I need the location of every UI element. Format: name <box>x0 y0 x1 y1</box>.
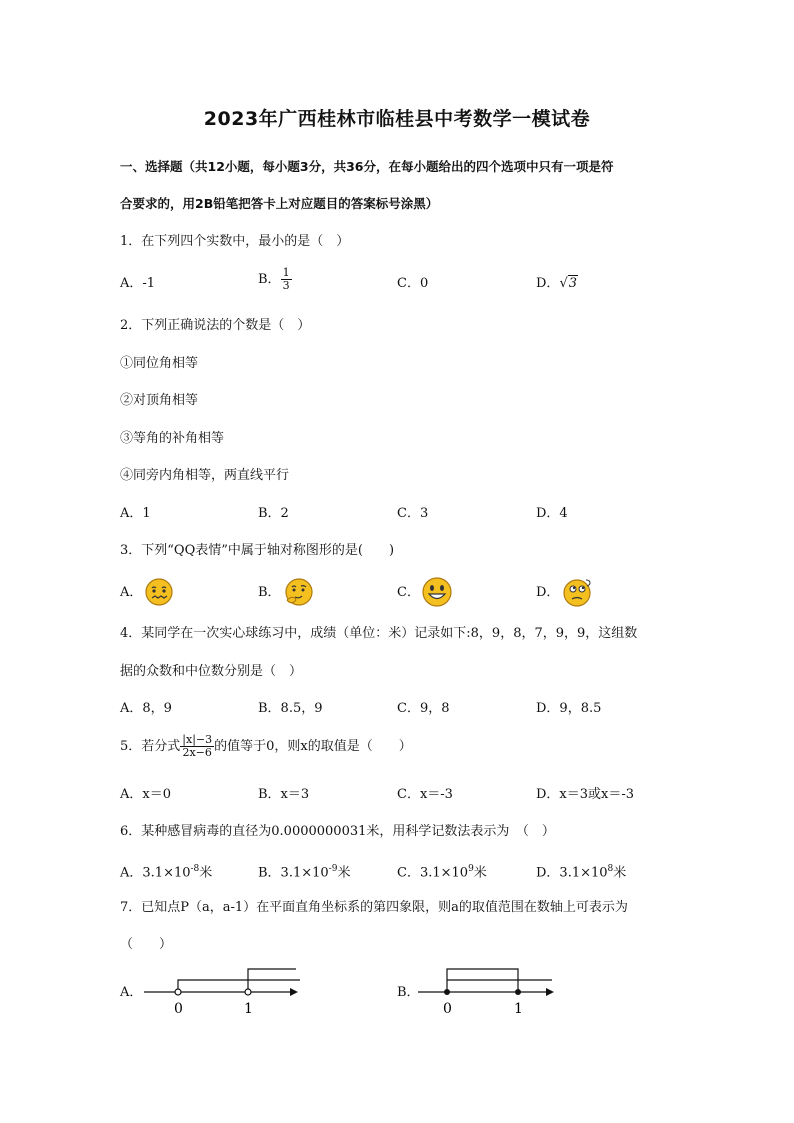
q2-option-b: B．2 <box>258 506 289 521</box>
q5-prefix: 5．若分式 <box>120 739 181 754</box>
q1-b-label: B． <box>258 272 281 287</box>
q1-option-d <box>536 275 578 293</box>
q4-option-d: D．9，8.5 <box>536 701 602 716</box>
q3-option-c <box>397 584 420 602</box>
q2-option-c: C．3 <box>397 506 429 521</box>
q7-stem-line2: （ ） <box>120 937 173 952</box>
q7-stem-line1: 7．已知点P（a，a-1）在平面直角坐标系的第四象限，则a的取值范围在数轴上可表示为 <box>120 900 628 915</box>
q7-a-number-line <box>140 962 305 1018</box>
q5-fraction <box>180 734 214 759</box>
q3-option-a <box>120 584 142 602</box>
q1-c-value: 0 <box>419 276 429 291</box>
q1-b-denominator: 3 <box>282 279 290 292</box>
page-title: 2023年广西桂林市临桂县中考数学一模试卷 <box>203 108 591 130</box>
q1-b-numerator: 1 <box>282 266 290 279</box>
thinking-face-icon <box>282 576 316 608</box>
q6-d-exponent: 8 <box>607 864 614 874</box>
q6-c-unit: 米 <box>473 865 487 881</box>
q6-option-a <box>120 860 212 882</box>
q1-stem: 1．在下列四个实数中，最小的是（ ） <box>120 234 350 249</box>
q2-statement-1: ①同位角相等 <box>120 356 199 371</box>
q3-a-label: A． <box>120 585 143 600</box>
q3-b-label: B． <box>258 585 281 600</box>
q6-a-exponent: -8 <box>190 864 200 874</box>
q5-numerator: |x|−3 <box>182 733 213 746</box>
q6-d-unit: 米 <box>613 865 627 881</box>
q4-option-b: B．8.5，9 <box>258 701 323 716</box>
q7-b-closed-point-0 <box>444 989 450 995</box>
q1-d-sqrt: √3 <box>559 276 578 291</box>
q6-c-exponent: 9 <box>468 864 474 874</box>
q3-option-d <box>536 584 559 602</box>
q7-a-label: A． <box>120 985 143 1000</box>
q7-a-open-point-1 <box>245 989 251 995</box>
q6-c-base: C．3.1×10 <box>397 865 469 881</box>
q6-a-base: A．3.1×10 <box>120 865 191 881</box>
q5-option-c: C．x＝-3 <box>397 787 453 802</box>
q7-b-label: B． <box>397 985 420 1000</box>
q4-option-a: A．8，9 <box>120 701 172 716</box>
q5-option-d: D．x＝3或x＝-3 <box>536 787 635 802</box>
q2-statement-2: ②对顶角相等 <box>120 393 199 408</box>
q6-b-exponent: -9 <box>328 864 338 874</box>
q7-a-bracket-gt0 <box>178 980 300 992</box>
q1-option-b <box>258 267 292 292</box>
q6-b-base: B．3.1×10 <box>258 865 329 881</box>
q7-b-closed-point-1 <box>515 989 521 995</box>
q7-a-tick-0: 0 <box>174 1001 183 1017</box>
q5-option-a: A．x＝0 <box>120 787 171 802</box>
q6-d-base: D．3.1×10 <box>536 865 608 881</box>
q1-option-c <box>397 275 428 293</box>
doubtful-face-icon <box>560 576 594 608</box>
q1-option-a <box>120 275 155 293</box>
q7-b-arrow <box>546 988 554 996</box>
worried-face-icon <box>143 576 175 608</box>
q5-option-b: B．x＝3 <box>258 787 310 802</box>
q2-option-a: A．1 <box>120 506 151 521</box>
q6-option-c <box>397 860 487 882</box>
q3-c-label: C． <box>397 585 420 600</box>
q1-d-radicand: 3 <box>568 276 578 291</box>
section-header-line1: 一、选择题（共12小题，每小题3分，共36分，在每小题给出的四个选项中只有一项是符 <box>120 159 614 174</box>
q1-a-label: A． <box>120 276 143 291</box>
q5-stem <box>120 734 412 759</box>
q7-b-number-line <box>414 962 559 1018</box>
q4-stem-line1: 4．某同学在一次实心球练习中，成绩（单位：米）记录如下:8，9，8，7，9，9，这组数 <box>120 626 638 641</box>
section-header-line2: 合要求的，用2B铅笔把答卡上对应题目的答案标号涂黑） <box>120 196 439 211</box>
q7-a-arrow <box>290 988 298 996</box>
q7-b-tick-1: 1 <box>514 1001 523 1017</box>
q2-statement-4: ④同旁内角相等，两直线平行 <box>120 468 290 483</box>
q5-suffix: 的值等于0，则x的取值是（ ） <box>214 739 412 754</box>
q4-option-c: C．9，8 <box>397 701 450 716</box>
q1-a-value: -1 <box>142 276 156 291</box>
q6-b-unit: 米 <box>337 865 351 881</box>
q6-option-d <box>536 860 626 882</box>
q1-d-label: D． <box>536 276 560 291</box>
q1-c-label: C． <box>397 276 420 291</box>
q3-stem: 3．下列“QQ表情”中属于轴对称图形的是( ) <box>120 543 395 558</box>
q7-b-tick-0: 0 <box>443 1001 452 1017</box>
q2-option-d: D．4 <box>536 506 568 521</box>
q2-statement-3: ③等角的补角相等 <box>120 431 225 446</box>
q6-stem: 6．某种感冒病毒的直径为0.0000000031米，用科学记数法表示为 （ ） <box>120 824 555 839</box>
q6-a-unit: 米 <box>199 865 213 881</box>
q6-option-b <box>258 860 350 882</box>
q7-a-open-point-0 <box>175 989 181 995</box>
q4-stem-line2: 据的众数和中位数分别是（ ） <box>120 664 303 679</box>
q1-b-fraction <box>281 267 292 292</box>
smiling-face-icon <box>420 575 454 609</box>
q5-denominator: 2x−6 <box>182 746 212 759</box>
q3-option-b <box>258 584 281 602</box>
q2-stem: 2．下列正确说法的个数是（ ） <box>120 318 311 333</box>
q3-d-label: D． <box>536 585 560 600</box>
q7-a-tick-1: 1 <box>244 1001 253 1017</box>
